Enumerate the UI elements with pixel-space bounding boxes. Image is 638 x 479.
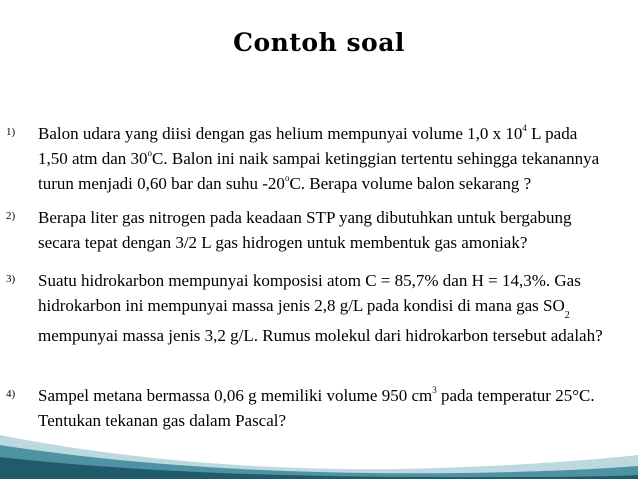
question-number: 3) [6, 273, 16, 285]
text-line: Tentukan tekanan gas dalam Pascal? [38, 411, 287, 430]
text-line: Sampel metana bermassa 0,06 g memiliki volume 950 $cm^3$ pada temperatur 25°C. [38, 385, 595, 405]
question-text [38, 383, 638, 433]
text-line: mempunyai massa jenis 3,2 g/L. Rumus molekul dari hidrokarbon tersebut adalah? [38, 326, 603, 345]
question-number: 4) [6, 388, 16, 400]
text-line: 1,50 atm dan 30$^o$C. Balon ini naik sampai ketinggian tertentu sehingga tekanannya [38, 148, 600, 168]
question-text [38, 121, 638, 196]
text-line: secara tepat dengan 3/2 L gas hidrogen untuk membentuk gas amoniak? [38, 233, 528, 252]
text-line: Balon udara yang diisi dengan gas helium mempunyai volume 1,0 x $10^4$ L pada [38, 123, 578, 143]
question-number: 1) [6, 126, 16, 138]
text-line: Berapa liter gas nitrogen pada keadaan STP yang dibutuhkan untuk bergabung [38, 208, 572, 227]
question-text [38, 205, 638, 255]
text-line: turun menjadi 0,60 bar dan suhu -20$^o$C. Berapa volume balon sekarang ? [38, 173, 532, 193]
slide-title: Contoh soal [233, 28, 405, 57]
question-text [38, 268, 638, 348]
text-line: Suatu hidrokarbon mempunyai komposisi atom C = 85,7% dan H = 14,3%. Gas [38, 271, 581, 290]
question-number: 2) [6, 210, 16, 222]
footer-wave-decoration [0, 431, 638, 479]
text-line: hidrokarbon ini mempunyai massa jenis 2,8 g/L pada kondisi di mana gas $SO_2$ [38, 296, 570, 321]
